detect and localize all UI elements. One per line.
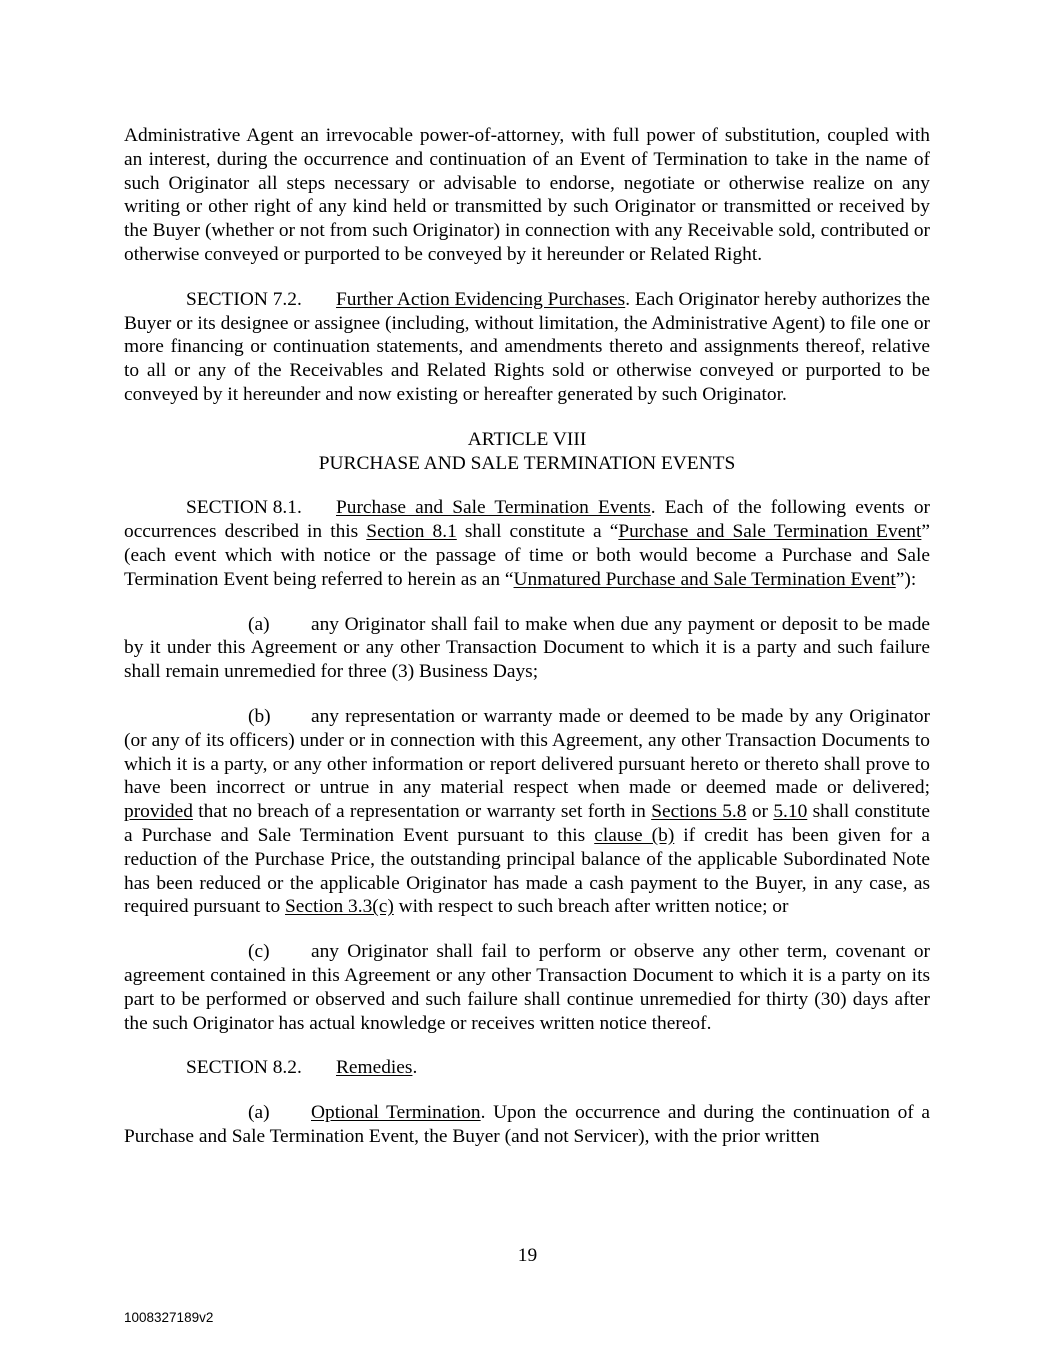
text-run: any Originator shall fail to perform or observe any other term, covenant or agreement contained in this Agreement or any other Transaction Document to which it is a party on its part to be performed or observed and such failure shall continue unremedied for thirty (30) days after the such Originator has actual knowledge or receives written notice thereof. xyxy=(124,941,930,1034)
text-run: any representation or warranty made or deemed to be made by any Originator (or any of its officers) under or in connection with this Agreement, any other Transaction Documents to which it is a party, or any other information or report delivered pursuant hereto or thereto shall prove to have been incorrect or untrue in any material respect when made or deemed made or delivered; xyxy=(124,705,930,799)
section-number: SECTION 7.2. xyxy=(186,288,302,310)
text-run: shall constitute a Purchase and Sale Termination Event pursuant to this xyxy=(124,801,930,846)
text-run: or xyxy=(746,801,774,823)
section-number: SECTION 8.1. xyxy=(186,497,302,519)
text-run: if credit has been given for a reduction of the Purchase Price, the outstanding principal balance of the applicable Subordinated Note has been reduced or the applicable Originator has made a cash payment to the Buyer, in any case, as required pursuant to xyxy=(124,824,930,918)
defined-term: Purchase and Sale Termination Event xyxy=(618,521,922,543)
text-run: . Upon the occurrence and during the continuation of a Purchase and Sale Termination Event, the Buyer (and not Servicer), with the prior written xyxy=(124,1102,930,1147)
defined-term: clause (b) xyxy=(594,824,675,846)
article-heading xyxy=(124,428,930,476)
text-run: that no breach of a representation or warranty set forth in xyxy=(192,801,652,823)
section-paragraph xyxy=(124,1056,930,1080)
document-id-footer: 1008327189v2 xyxy=(124,1310,214,1325)
document-body xyxy=(124,124,930,1170)
clause-label: (b) xyxy=(248,705,271,727)
defined-term: Unmatured Purchase and Sale Termination Event xyxy=(513,568,896,590)
text-run: . xyxy=(412,1057,418,1079)
heading-line: ARTICLE VIII xyxy=(467,428,587,450)
defined-term: Further Action Evidencing Purchases xyxy=(336,288,626,310)
clause-label: (a) xyxy=(248,1102,270,1124)
defined-term: Section 3.3(c) xyxy=(285,896,394,918)
defined-term: Purchase and Sale Termination Events xyxy=(336,497,651,519)
clause-paragraph xyxy=(124,705,930,919)
clause-paragraph xyxy=(124,1101,930,1149)
text-run: . Each Originator hereby authorizes the Buyer or its designee or assignee (including, without limitation, the Administrative Agent) to file one or more financing or continuation statements, and amendments thereto and assignments thereof, relative to all or any of the Receivables and Related Rights sold or otherwise conveyed or purported to be conveyed by it hereunder and now existing or hereafter generated by such Originator. xyxy=(124,288,930,405)
defined-term: 5.10 xyxy=(773,801,808,823)
clause-label: (a) xyxy=(248,613,270,635)
defined-term: Remedies xyxy=(336,1057,413,1079)
text-run: ”): xyxy=(895,568,917,590)
heading-line: PURCHASE AND SALE TERMINATION EVENTS xyxy=(318,452,736,474)
defined-term: Sections 5.8 xyxy=(651,801,747,823)
text-run: . Each of the following events or occurrences described in this xyxy=(124,497,930,543)
paragraph xyxy=(124,124,930,267)
text-run: any Originator shall fail to make when due any payment or deposit to be made by it under this Agreement or any other Transaction Document to which it is a party and such failure shall remain unremedied for three (3) Business Days; xyxy=(124,613,930,683)
section-paragraph xyxy=(124,496,930,591)
section-number: SECTION 8.2. xyxy=(186,1057,302,1079)
clause-label: (c) xyxy=(248,941,270,963)
defined-term: Optional Termination xyxy=(311,1102,481,1124)
page-number: 19 xyxy=(517,1245,538,1266)
section-paragraph xyxy=(124,288,930,407)
text-run: Administrative Agent an irrevocable power-of-attorney, with full power of substitution, coupled with an interest, during the occurrence and continuation of an Event of Termination to take in the name of such Originator all steps necessary or advisable to endorse, negotiate or otherwise realize on any writing or other right of any kind held or transmitted by such Originator or transmitted or received by the Buyer (whether or not from such Originator) in connection with any Receivable sold, contributed or otherwise conveyed or purported to be conveyed by it hereunder or Related Right. xyxy=(124,125,930,265)
text-run: ” (each event which with notice or the passage of time or both would become a Purchase and Sale Termination Event being referred to herein as an “ xyxy=(124,521,930,590)
text-run: with respect to such breach after written notice; or xyxy=(393,896,789,918)
defined-term: Section 8.1 xyxy=(366,521,457,543)
clause-paragraph xyxy=(124,940,930,1035)
text-run: shall constitute a “ xyxy=(456,521,619,543)
clause-paragraph xyxy=(124,613,930,684)
defined-term: provided xyxy=(124,801,193,823)
